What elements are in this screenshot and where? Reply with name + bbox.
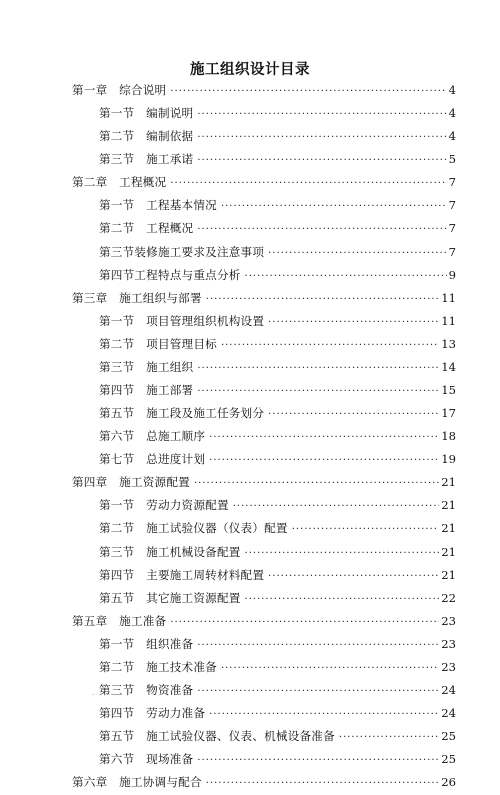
toc-entry-label: 第四节 主要施工周转材料配置 — [99, 567, 265, 582]
toc-entry-label: 第二节 施工试验仪器（仪表）配置 — [99, 521, 288, 536]
table-of-contents — [72, 79, 456, 794]
toc-page-number: 21 — [441, 521, 456, 536]
toc-page-number: 11 — [441, 313, 456, 328]
toc-entry-label: 第四节 施工部署 — [99, 383, 194, 398]
toc-page-number: 22 — [441, 590, 456, 605]
toc-page-number: 11 — [441, 290, 456, 305]
toc-section-row[interactable] — [72, 194, 456, 217]
toc-section-row[interactable] — [72, 494, 456, 517]
toc-page-number: 18 — [441, 429, 456, 444]
toc-page-number: 21 — [441, 544, 456, 559]
toc-page-number: 5 — [448, 152, 456, 167]
toc-section-row[interactable] — [72, 310, 456, 333]
toc-entry-label: 第一节 劳动力资源配置 — [99, 498, 229, 513]
toc-leader-dots — [292, 518, 440, 541]
toc-leader-dots — [221, 657, 439, 680]
toc-entry-label: 第七节 总进度计划 — [99, 452, 206, 467]
toc-page-number: 7 — [448, 198, 456, 213]
toc-section-row[interactable] — [72, 333, 456, 356]
toc-leader-dots — [197, 126, 446, 149]
toc-page-number: 21 — [441, 567, 456, 582]
toc-section-row[interactable] — [72, 633, 456, 656]
toc-page-number: 19 — [441, 452, 456, 467]
toc-section-row[interactable] — [72, 656, 456, 679]
toc-page-number: 14 — [441, 359, 456, 374]
toc-leader-dots — [221, 334, 439, 357]
toc-section-row[interactable] — [72, 564, 456, 587]
toc-page-number: 4 — [448, 106, 456, 121]
toc-page-number: 23 — [441, 659, 456, 674]
toc-leader-dots — [197, 218, 446, 241]
toc-leader-dots — [245, 265, 447, 288]
toc-leader-dots — [170, 172, 446, 195]
toc-section-row[interactable] — [72, 402, 456, 425]
toc-page-number: 25 — [441, 729, 456, 744]
toc-entry-label: 第五节 其它施工资源配置 — [99, 590, 241, 605]
toc-leader-dots — [194, 472, 439, 495]
toc-entry-label: 第六节 现场准备 — [99, 752, 194, 767]
toc-leader-dots — [197, 634, 439, 657]
toc-page-number: 21 — [441, 475, 456, 490]
toc-entry-label: 第一节 组织准备 — [99, 636, 194, 651]
toc-entry-label: 第一章 综合说明 — [72, 83, 167, 97]
toc-leader-dots — [206, 288, 440, 311]
toc-chapter-row[interactable] — [72, 287, 456, 310]
toc-page-number: 9 — [448, 267, 456, 282]
toc-leader-dots — [197, 380, 439, 403]
toc-leader-dots — [268, 242, 446, 265]
toc-page-number: 15 — [441, 383, 456, 398]
toc-page-number: 25 — [441, 752, 456, 767]
toc-section-row[interactable] — [72, 702, 456, 725]
toc-leader-dots — [206, 772, 440, 795]
toc-leader-dots — [170, 611, 439, 634]
toc-chapter-row[interactable] — [72, 610, 456, 633]
toc-entry-label: 第五章 施工准备 — [72, 613, 167, 628]
toc-leader-dots — [197, 680, 439, 703]
toc-page-number: 7 — [448, 221, 456, 236]
toc-chapter-row[interactable] — [72, 471, 456, 494]
toc-page-number: 13 — [441, 336, 456, 351]
toc-entry-label: 第一节 项目管理组织机构设置 — [99, 313, 265, 328]
toc-section-row[interactable] — [72, 587, 456, 610]
toc-leader-dots — [245, 542, 440, 565]
toc-page-number: 21 — [441, 498, 456, 513]
toc-entry-label: 第二节 工程概况 — [99, 221, 194, 236]
toc-page-number: 7 — [448, 244, 456, 259]
toc-leader-dots — [209, 426, 439, 449]
toc-page-number: 4 — [448, 129, 456, 144]
toc-entry-label: 第六节 总施工顺序 — [99, 429, 206, 444]
toc-entry-label: 第二章 工程概况 — [72, 175, 167, 190]
toc-entry-label: 第五节 施工试验仪器、仪表、机械设备准备 — [99, 729, 335, 744]
toc-section-row[interactable] — [72, 148, 456, 171]
toc-section-row[interactable] — [72, 448, 456, 471]
toc-section-row[interactable] — [72, 217, 456, 240]
toc-section-row[interactable] — [72, 264, 456, 287]
toc-entry-label: 第五节 施工段及施工任务划分 — [99, 406, 265, 421]
toc-chapter-row[interactable] — [72, 79, 456, 102]
toc-section-row[interactable] — [72, 541, 456, 564]
toc-leader-dots — [233, 495, 440, 518]
toc-entry-label: 第一节 编制说明 — [99, 106, 194, 121]
toc-section-row[interactable] — [72, 425, 456, 448]
toc-entry-label: 第三节 施工机械设备配置 — [99, 544, 241, 559]
toc-entry-label: 第一节 工程基本情况 — [99, 198, 217, 213]
toc-chapter-row[interactable] — [72, 771, 456, 794]
toc-entry-label: 第四章 施工资源配置 — [72, 475, 190, 490]
toc-section-row[interactable] — [72, 125, 456, 148]
toc-leader-dots — [197, 103, 446, 126]
toc-leader-dots — [268, 311, 439, 334]
page-title: 施工组织设计目录 — [190, 62, 310, 78]
toc-leader-dots — [268, 403, 439, 426]
toc-leader-dots — [170, 80, 446, 103]
toc-page-number: 24 — [441, 683, 456, 698]
toc-section-row[interactable] — [72, 102, 456, 125]
toc-page-number: 4 — [448, 83, 456, 97]
toc-entry-label: 第三节 施工组织 — [99, 359, 194, 374]
toc-entry-label: 第三章 施工组织与部署 — [72, 290, 202, 305]
toc-entry-label: 第二节 编制依据 — [99, 129, 194, 144]
corner-mark: . — [92, 688, 95, 697]
toc-entry-label: 第二节 项目管理目标 — [99, 336, 217, 351]
toc-page-number: 23 — [441, 636, 456, 651]
toc-leader-dots — [339, 726, 439, 749]
toc-entry-label: 第四节 劳动力准备 — [99, 706, 206, 721]
toc-page-number: 17 — [441, 406, 456, 421]
toc-leader-dots — [245, 588, 440, 611]
toc-entry-label: 第三节装修施工要求及注意事项 — [99, 244, 265, 259]
toc-page-number: 23 — [441, 613, 456, 628]
toc-section-row[interactable] — [72, 679, 456, 702]
toc-leader-dots — [197, 357, 439, 380]
toc-page-number: 26 — [441, 775, 456, 790]
toc-section-row[interactable] — [72, 241, 456, 264]
toc-leader-dots — [209, 449, 439, 472]
toc-section-row[interactable] — [72, 356, 456, 379]
toc-section-row[interactable] — [72, 748, 456, 771]
toc-entry-label: 第三节 物资准备 — [99, 683, 194, 698]
toc-section-row[interactable] — [72, 725, 456, 748]
toc-page-number: 24 — [441, 706, 456, 721]
toc-chapter-row[interactable] — [72, 171, 456, 194]
toc-entry-label: 第四节工程特点与重点分析 — [99, 267, 241, 282]
toc-leader-dots — [197, 749, 439, 772]
toc-page-number: 7 — [448, 175, 456, 190]
toc-entry-label: 第六章 施工协调与配合 — [72, 775, 202, 790]
toc-section-row[interactable] — [72, 379, 456, 402]
toc-entry-label: 第二节 施工技术准备 — [99, 659, 217, 674]
toc-leader-dots — [197, 149, 446, 172]
toc-leader-dots — [268, 565, 439, 588]
toc-entry-label: 第三节 施工承诺 — [99, 152, 194, 167]
toc-leader-dots — [221, 195, 447, 218]
toc-section-row[interactable] — [72, 517, 456, 540]
